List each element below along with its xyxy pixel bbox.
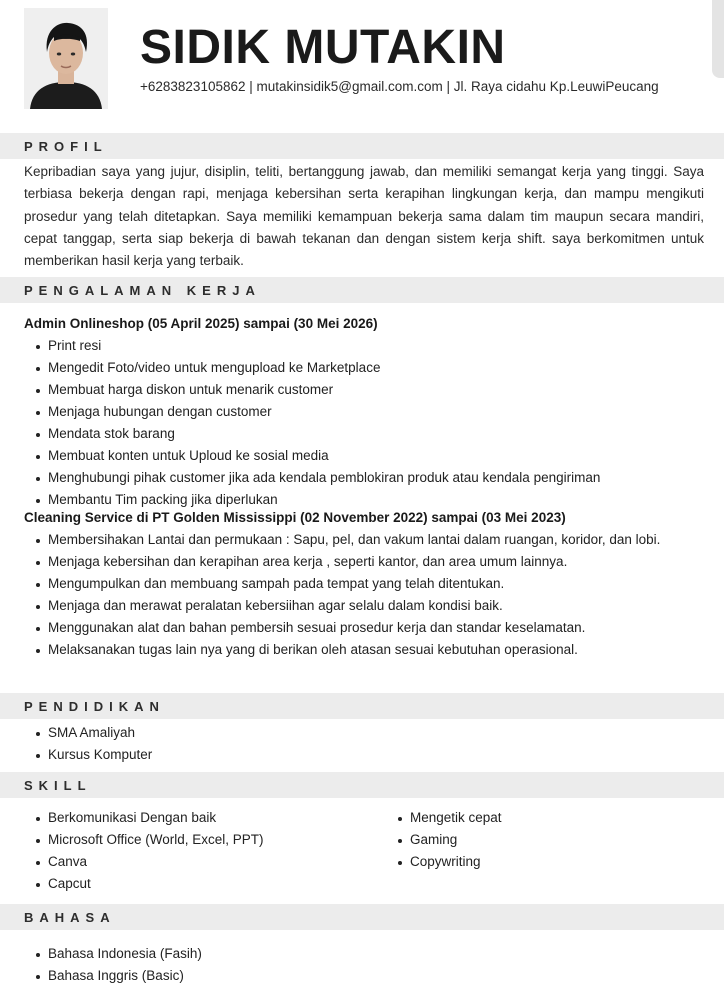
skills-column-right: [386, 807, 706, 873]
list-item: Membuat harga diskon untuk menarik customer: [24, 379, 704, 401]
list-item: Bahasa Inggris (Basic): [24, 965, 704, 987]
section-header-bahasa: [0, 904, 724, 930]
section-title: SKILL: [24, 778, 92, 793]
list-item: Mendata stok barang: [24, 423, 704, 445]
list-item: Canva: [24, 851, 344, 873]
education-list: [24, 722, 704, 766]
job-title: Cleaning Service di PT Golden Mississippi (02 November 2022) sampai (03 Mei 2023): [24, 510, 566, 525]
section-title: BAHASA: [24, 910, 116, 925]
profile-summary: Kepribadian saya yang jujur, disiplin, teliti, bertanggung jawab, dan memiliki semangat kerja yang tinggi. Saya terbiasa bekerja dengan rapi, menjaga kebersihan serta kerapihan lingkungan kerja, dan mampu mengikuti prosedur yang telah ditetapkan. Saya memiliki kemampuan bekerja sama dalam tim maupun secara mandiri, cepat tanggap, serta siap bekerja di bawah tekanan dan dengan sistem kerja shift. saya berkomitmen untuk memberikan hasil kerja yang terbaik.: [24, 164, 704, 269]
list-item: Menghubungi pihak customer jika ada kendala pemblokiran produk atau kendala pengiriman: [24, 467, 704, 489]
job-duties: [24, 335, 704, 511]
person-avatar-icon: [24, 8, 108, 109]
list-item: Gaming: [386, 829, 706, 851]
contact-info: +6283823105862 | mutakinsidik5@gmail.com.com | Jl. Raya cidahu Kp.LeuwiPeucang: [140, 79, 659, 94]
list-item: Mengumpulkan dan membuang sampah pada tempat yang telah ditentukan.: [24, 573, 704, 595]
list-item: Mengedit Foto/video untuk mengupload ke Marketplace: [24, 357, 704, 379]
skills-column-left: [24, 807, 344, 895]
section-header-pendidikan: [0, 693, 724, 719]
section-header-profil: [0, 133, 724, 159]
list-item: Menggunakan alat dan bahan pembersih sesuai prosedur kerja dan standar keselamatan.: [24, 617, 704, 639]
language-list: [24, 943, 704, 987]
experience-entry: [24, 507, 704, 661]
list-item: Menjaga hubungan dengan customer: [24, 401, 704, 423]
list-item: Membersihakan Lantai dan permukaan : Sapu, pel, dan vakum lantai dalam ruangan, koridor, dan lobi.: [24, 529, 704, 551]
list-item: Capcut: [24, 873, 344, 895]
list-item: Membuat konten untuk Uploud ke sosial media: [24, 445, 704, 467]
list-item: Bahasa Indonesia (Fasih): [24, 943, 704, 965]
list-item: Print resi: [24, 335, 704, 357]
job-duties: [24, 529, 704, 661]
section-title: PENDIDIKAN: [24, 699, 165, 714]
resume-header: [0, 0, 724, 120]
profile-photo: [24, 8, 108, 109]
section-title: PROFIL: [24, 139, 108, 154]
list-item: Menjaga dan merawat peralatan kebersiihan agar selalu dalam kondisi baik.: [24, 595, 704, 617]
list-item: Membantu Tim packing jika diperlukan: [24, 489, 704, 511]
job-title: Admin Onlineshop (05 April 2025) sampai (30 Mei 2026): [24, 316, 378, 331]
list-item: Menjaga kebersihan dan kerapihan area kerja , seperti kantor, dan area umum lainnya.: [24, 551, 704, 573]
list-item: Copywriting: [386, 851, 706, 873]
section-header-skill: [0, 772, 724, 798]
list-item: Microsoft Office (World, Excel, PPT): [24, 829, 344, 851]
list-item: Kursus Komputer: [24, 744, 704, 766]
section-title: PENGALAMAN KERJA: [24, 283, 261, 298]
list-item: Melaksanakan tugas lain nya yang di berikan oleh atasan sesuai kebutuhan operasional.: [24, 639, 704, 661]
list-item: SMA Amaliyah: [24, 722, 704, 744]
list-item: Berkomunikasi Dengan baik: [24, 807, 344, 829]
section-header-pengalaman-kerja: [0, 277, 724, 303]
resume-name: SIDIK MUTAKIN: [140, 21, 506, 74]
experience-entry: [24, 313, 704, 511]
list-item: Mengetik cepat: [386, 807, 706, 829]
